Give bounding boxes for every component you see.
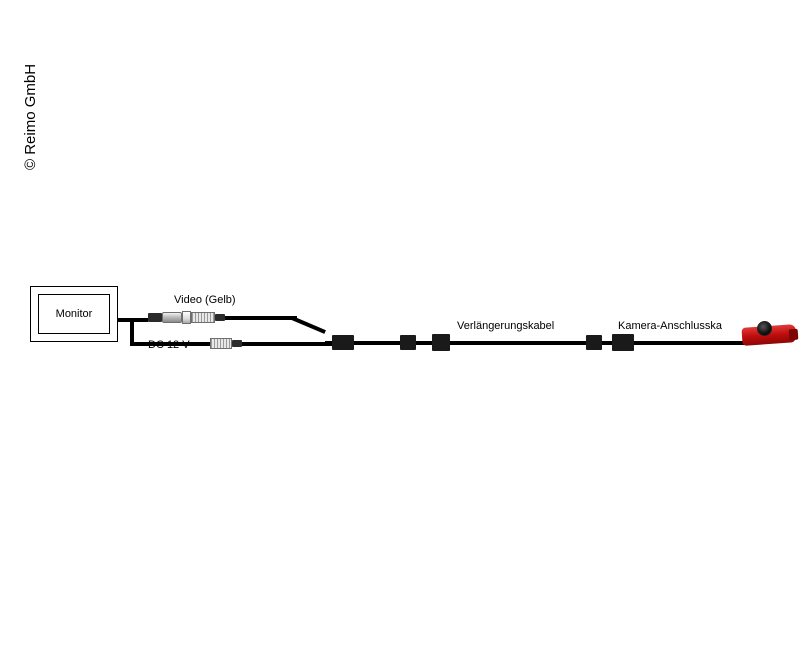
video-plug-collar [182,311,191,324]
video-plug-tip [215,314,225,321]
video-cable-out [225,316,297,320]
connector-3 [432,334,450,351]
monitor-label: Monitor [55,308,93,320]
connector-1 [332,335,354,350]
video-plug-ribbed-body [191,312,215,323]
label-video: Video (Gelb) [174,294,236,306]
connector-5 [612,334,634,351]
camera-lens-icon [757,321,772,336]
video-plug-barrel [162,312,182,323]
main-trunk-cable [325,341,755,345]
connector-2 [400,335,416,350]
copyright-notice: © Reimo GmbH [22,63,39,170]
video-plug-boot [148,313,162,322]
cable-junction-diagonal [291,316,326,334]
power-plug-ribbed-body [210,338,232,349]
monitor-device [30,286,118,342]
power-cable-out [242,342,332,346]
monitor-screen [38,294,110,334]
power-plug-tip [232,340,242,347]
label-power: DC 12 V [148,339,190,351]
camera-bracket [789,329,799,341]
label-camera-cable: Kamera-Anschlusska [618,320,722,332]
connector-4 [586,335,602,350]
label-extension-cable: Verlängerungskabel [457,320,555,332]
